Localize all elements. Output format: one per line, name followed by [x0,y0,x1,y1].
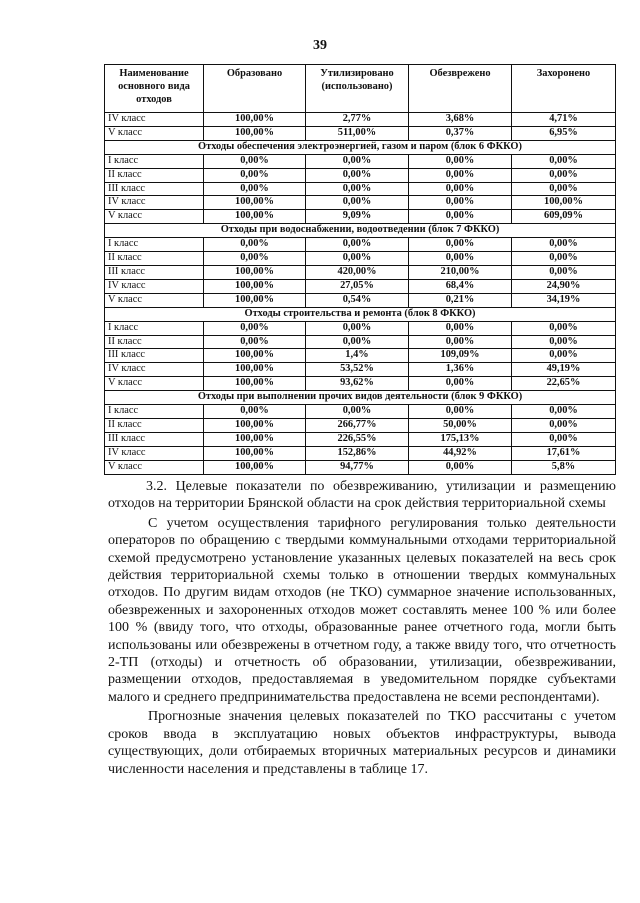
section-title: Отходы строительства и ремонта (блок 8 ФККО) [105,307,616,321]
table-row [105,238,616,252]
paragraph: Прогнозные значения целевых показателей по ТКО рассчитаны с учетом сроков ввода в эксплуатацию новых объектов инфраструктуры, вывода существующих, доли отбираемых вторичных материальных ресурсов и динамики численности населения и представлены в таблице 17. [108,709,616,777]
neutralized-cell: 109,09% [409,349,512,363]
generated-cell: 100,00% [204,363,306,377]
utilized-cell: 2,77% [306,113,409,127]
hazard-class-cell: I класс [105,154,204,168]
generated-cell: 100,00% [204,279,306,293]
utilized-cell: 266,77% [306,418,409,432]
neutralized-cell: 0,00% [409,321,512,335]
table-section-row [105,140,616,154]
table-row [105,405,616,419]
buried-cell: 0,00% [512,154,616,168]
generated-cell: 100,00% [204,210,306,224]
neutralized-cell: 0,00% [409,460,512,474]
hazard-class-cell: II класс [105,168,204,182]
generated-cell: 100,00% [204,432,306,446]
generated-cell: 100,00% [204,446,306,460]
buried-cell: 0,00% [512,182,616,196]
utilized-cell: 152,86% [306,446,409,460]
header-neutralized: Обезврежено [409,65,512,113]
neutralized-cell: 175,13% [409,432,512,446]
section-heading: 3.2. Целевые показатели по обезвреживанию, утилизации и размещению отходов на территории Брянской области на срок действия территориальной схемы [108,479,616,512]
neutralized-cell: 1,36% [409,363,512,377]
utilized-cell: 0,00% [306,238,409,252]
hazard-class-cell: III класс [105,432,204,446]
hazard-class-cell: I класс [105,405,204,419]
utilized-cell: 0,00% [306,154,409,168]
buried-cell: 0,00% [512,349,616,363]
table-row [105,377,616,391]
hazard-class-cell: I класс [105,238,204,252]
section-title: Отходы обеспечения электроэнергией, газом и паром (блок 6 ФККО) [105,140,616,154]
utilized-cell: 0,00% [306,196,409,210]
utilized-cell: 0,00% [306,321,409,335]
hazard-class-cell: II класс [105,252,204,266]
neutralized-cell: 0,21% [409,293,512,307]
buried-cell: 609,09% [512,210,616,224]
table-body [105,113,616,475]
page-number: 39 [313,38,327,53]
neutralized-cell: 68,4% [409,279,512,293]
neutralized-cell: 0,00% [409,168,512,182]
generated-cell: 0,00% [204,154,306,168]
generated-cell: 100,00% [204,349,306,363]
generated-cell: 100,00% [204,113,306,127]
generated-cell: 0,00% [204,182,306,196]
utilized-cell: 9,09% [306,210,409,224]
header-waste-type: Наименование основного вида отходов [105,65,204,113]
header-utilized: Утилизировано (использовано) [306,65,409,113]
table-row [105,182,616,196]
utilized-cell: 511,00% [306,126,409,140]
table-row [105,210,616,224]
hazard-class-cell: II класс [105,335,204,349]
buried-cell: 0,00% [512,418,616,432]
neutralized-cell: 0,00% [409,210,512,224]
paragraph: С учетом осуществления тарифного регулирования только деятельности операторов по обращению с твердыми коммунальными отходами территориальной схемой предусмотрено установление указанных целевых показателей на весь срок действия территориальной схемы только в отношении твердых коммунальных отходов. По другим видам отходов (не ТКО) суммарное значение использованных, обезвреженных и захороненных отходов может составлять менее 100 % или более 100 % (ввиду того, что отходы, образованные ранее отчетного года, могли быть использованы или обезврежены в отчетном году, а также ввиду того, что отчетность 2-ТП (отходы) и отчетность об образовании, утилизации, обезвреживании, размещении отходов, предоставляемая в уведомительном порядке субъектами малого и среднего предпринимательства предоставлена не всеми респондентами). [108,515,616,705]
buried-cell: 6,95% [512,126,616,140]
table-row [105,279,616,293]
table-row [105,113,616,127]
generated-cell: 0,00% [204,321,306,335]
section-title: Отходы при водоснабжении, водоотведении (блок 7 ФККО) [105,224,616,238]
utilized-cell: 1,4% [306,349,409,363]
hazard-class-cell: I класс [105,321,204,335]
buried-cell: 17,61% [512,446,616,460]
generated-cell: 100,00% [204,196,306,210]
hazard-class-cell: V класс [105,377,204,391]
neutralized-cell: 0,00% [409,182,512,196]
utilized-cell: 226,55% [306,432,409,446]
buried-cell: 100,00% [512,196,616,210]
hazard-class-cell: V класс [105,126,204,140]
buried-cell: 4,71% [512,113,616,127]
buried-cell: 0,00% [512,432,616,446]
table-row [105,446,616,460]
table-row [105,321,616,335]
buried-cell: 24,90% [512,279,616,293]
table-row [105,293,616,307]
hazard-class-cell: V класс [105,210,204,224]
generated-cell: 100,00% [204,460,306,474]
neutralized-cell: 0,00% [409,252,512,266]
hazard-class-cell: III класс [105,349,204,363]
generated-cell: 100,00% [204,418,306,432]
buried-cell: 0,00% [512,335,616,349]
neutralized-cell: 44,92% [409,446,512,460]
neutralized-cell: 50,00% [409,418,512,432]
hazard-class-cell: V класс [105,460,204,474]
table-row [105,418,616,432]
table-header-row [105,65,616,113]
hazard-class-cell: IV класс [105,113,204,127]
neutralized-cell: 0,00% [409,196,512,210]
generated-cell: 0,00% [204,335,306,349]
header-buried: Захоронено [512,65,616,113]
table-row [105,154,616,168]
utilized-cell: 0,00% [306,168,409,182]
hazard-class-cell: III класс [105,265,204,279]
generated-cell: 0,00% [204,238,306,252]
generated-cell: 100,00% [204,265,306,279]
utilized-cell: 0,00% [306,252,409,266]
generated-cell: 0,00% [204,252,306,266]
neutralized-cell: 210,00% [409,265,512,279]
buried-cell: 34,19% [512,293,616,307]
table-row [105,168,616,182]
waste-indicators-table [104,64,616,475]
header-generated: Образовано [204,65,306,113]
hazard-class-cell: IV класс [105,279,204,293]
table-row [105,460,616,474]
utilized-cell: 0,00% [306,405,409,419]
hazard-class-cell: IV класс [105,446,204,460]
buried-cell: 0,00% [512,265,616,279]
hazard-class-cell: V класс [105,293,204,307]
utilized-cell: 27,05% [306,279,409,293]
table-section-row [105,391,616,405]
utilized-cell: 53,52% [306,363,409,377]
hazard-class-cell: II класс [105,418,204,432]
utilized-cell: 420,00% [306,265,409,279]
utilized-cell: 93,62% [306,377,409,391]
generated-cell: 100,00% [204,293,306,307]
hazard-class-cell: IV класс [105,196,204,210]
utilized-cell: 0,00% [306,335,409,349]
hazard-class-cell: IV класс [105,363,204,377]
buried-cell: 49,19% [512,363,616,377]
table-row [105,349,616,363]
buried-cell: 22,65% [512,377,616,391]
table-row [105,265,616,279]
neutralized-cell: 0,00% [409,335,512,349]
neutralized-cell: 3,68% [409,113,512,127]
buried-cell: 0,00% [512,252,616,266]
utilized-cell: 0,54% [306,293,409,307]
neutralized-cell: 0,37% [409,126,512,140]
hazard-class-cell: III класс [105,182,204,196]
table-section-row [105,307,616,321]
generated-cell: 100,00% [204,126,306,140]
utilized-cell: 0,00% [306,182,409,196]
table-row [105,252,616,266]
generated-cell: 100,00% [204,377,306,391]
utilized-cell: 94,77% [306,460,409,474]
neutralized-cell: 0,00% [409,154,512,168]
neutralized-cell: 0,00% [409,377,512,391]
buried-cell: 0,00% [512,168,616,182]
buried-cell: 0,00% [512,238,616,252]
generated-cell: 0,00% [204,405,306,419]
table-row [105,363,616,377]
body-text [108,478,616,778]
table-row [105,126,616,140]
buried-cell: 0,00% [512,321,616,335]
table-row [105,335,616,349]
buried-cell: 0,00% [512,405,616,419]
table-section-row [105,224,616,238]
generated-cell: 0,00% [204,168,306,182]
section-title: Отходы при выполнении прочих видов деятельности (блок 9 ФККО) [105,391,616,405]
neutralized-cell: 0,00% [409,238,512,252]
table-row [105,196,616,210]
buried-cell: 5,8% [512,460,616,474]
table-row [105,432,616,446]
neutralized-cell: 0,00% [409,405,512,419]
